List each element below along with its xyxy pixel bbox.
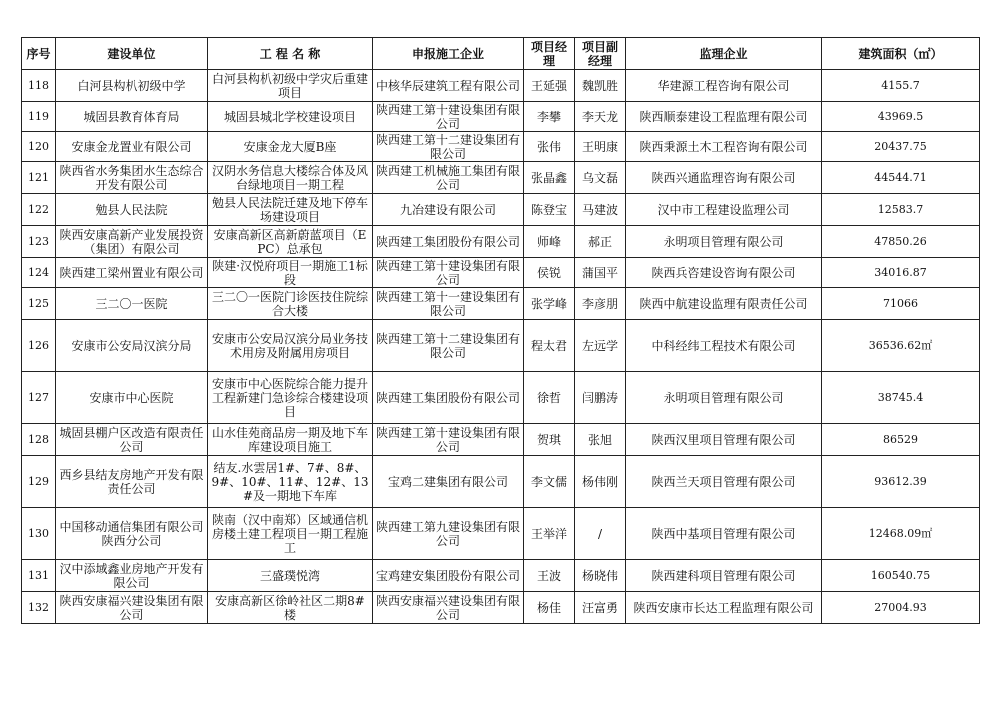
project-table — [21, 37, 980, 624]
cell-construction-unit: 三二〇一医院 — [56, 288, 208, 320]
cell-construction-unit: 陕西建工梁州置业有限公司 — [56, 258, 208, 288]
cell-index: 131 — [22, 560, 56, 592]
cell-building-area: 86529 — [822, 424, 980, 456]
cell-building-area: 93612.39 — [822, 456, 980, 508]
cell-index: 124 — [22, 258, 56, 288]
cell-building-area: 20437.75 — [822, 132, 980, 162]
cell-project-manager: 杨佳 — [524, 592, 575, 624]
cell-building-area: 160540.75 — [822, 560, 980, 592]
cell-project-name: 安康市中心医院综合能力提升工程新建门急诊综合楼建设项目 — [208, 372, 373, 424]
table-row — [22, 288, 980, 320]
cell-contractor: 陕西建工第十建设集团有限公司 — [373, 424, 524, 456]
cell-building-area: 27004.93 — [822, 592, 980, 624]
cell-contractor: 陕西建工集团股份有限公司 — [373, 372, 524, 424]
cell-contractor: 中核华辰建筑工程有限公司 — [373, 70, 524, 102]
cell-deputy-manager: 张旭 — [575, 424, 626, 456]
cell-project-name: 城固县城北学校建设项目 — [208, 102, 373, 132]
cell-index: 123 — [22, 226, 56, 258]
cell-building-area: 44544.71 — [822, 162, 980, 194]
cell-construction-unit: 西乡县结友房地产开发有限责任公司 — [56, 456, 208, 508]
cell-project-manager: 侯锐 — [524, 258, 575, 288]
cell-building-area: 43969.5 — [822, 102, 980, 132]
cell-index: 121 — [22, 162, 56, 194]
cell-index: 129 — [22, 456, 56, 508]
cell-supervisor: 陕西建科项目管理有限公司 — [626, 560, 822, 592]
cell-contractor: 九冶建设有限公司 — [373, 194, 524, 226]
cell-project-name: 勉县人民法院迁建及地下停车场建设项目 — [208, 194, 373, 226]
cell-project-name: 结友.水雲居1#、7#、8#、9#、10#、11#、12#、13#及一期地下车库 — [208, 456, 373, 508]
table-row — [22, 70, 980, 102]
cell-project-manager: 张伟 — [524, 132, 575, 162]
cell-deputy-manager: 闫鹏涛 — [575, 372, 626, 424]
cell-project-name: 陕南（汉中南郑）区域通信机房楼土建工程项目一期工程施工 — [208, 508, 373, 560]
cell-building-area: 12468.09㎡ — [822, 508, 980, 560]
header-contractor: 申报施工企业 — [373, 38, 524, 70]
table-body — [22, 70, 980, 624]
header-building-area: 建筑面积（㎡） — [822, 38, 980, 70]
cell-project-manager: 张晶鑫 — [524, 162, 575, 194]
cell-project-manager: 王延强 — [524, 70, 575, 102]
cell-building-area: 34016.87 — [822, 258, 980, 288]
cell-construction-unit: 中国移动通信集团有限公司陕西分公司 — [56, 508, 208, 560]
cell-construction-unit: 安康市公安局汉滨分局 — [56, 320, 208, 372]
cell-supervisor: 永明项目管理有限公司 — [626, 226, 822, 258]
cell-project-name: 三盛璞悦湾 — [208, 560, 373, 592]
table-row — [22, 102, 980, 132]
project-table-sheet — [21, 37, 980, 624]
cell-deputy-manager: 王明康 — [575, 132, 626, 162]
cell-project-manager: 张学峰 — [524, 288, 575, 320]
cell-deputy-manager: 李彦朋 — [575, 288, 626, 320]
cell-index: 130 — [22, 508, 56, 560]
cell-supervisor: 陕西兵咨建设咨询有限公司 — [626, 258, 822, 288]
cell-project-name: 陕建·汉悦府项目一期施工1标段 — [208, 258, 373, 288]
cell-project-name: 白河县构朳初级中学灾后重建项目 — [208, 70, 373, 102]
cell-deputy-manager: 魏凯胜 — [575, 70, 626, 102]
cell-construction-unit: 安康金龙置业有限公司 — [56, 132, 208, 162]
cell-building-area: 4155.7 — [822, 70, 980, 102]
cell-index: 122 — [22, 194, 56, 226]
cell-contractor: 陕西安康福兴建设集团有限公司 — [373, 592, 524, 624]
cell-supervisor: 陕西秉源土木工程咨询有限公司 — [626, 132, 822, 162]
table-row — [22, 258, 980, 288]
cell-construction-unit: 勉县人民法院 — [56, 194, 208, 226]
cell-project-manager: 程太君 — [524, 320, 575, 372]
table-row — [22, 162, 980, 194]
cell-contractor: 宝鸡二建集团有限公司 — [373, 456, 524, 508]
cell-supervisor: 华建源工程咨询有限公司 — [626, 70, 822, 102]
cell-contractor: 陕西建工第十一建设集团有限公司 — [373, 288, 524, 320]
cell-building-area: 47850.26 — [822, 226, 980, 258]
cell-project-manager: 贺琪 — [524, 424, 575, 456]
header-row — [22, 38, 980, 70]
cell-construction-unit: 安康市中心医院 — [56, 372, 208, 424]
cell-project-manager: 王举洋 — [524, 508, 575, 560]
cell-construction-unit: 陕西安康高新产业发展投资（集团）有限公司 — [56, 226, 208, 258]
cell-deputy-manager: 汪富勇 — [575, 592, 626, 624]
cell-supervisor: 永明项目管理有限公司 — [626, 372, 822, 424]
cell-supervisor: 陕西兴通监理咨询有限公司 — [626, 162, 822, 194]
cell-index: 126 — [22, 320, 56, 372]
cell-building-area: 12583.7 — [822, 194, 980, 226]
cell-deputy-manager: 乌文磊 — [575, 162, 626, 194]
cell-project-name: 三二〇一医院门诊医技住院综合大楼 — [208, 288, 373, 320]
header-supervisor: 监理企业 — [626, 38, 822, 70]
cell-project-name: 安康高新区高新蔚蓝项目（EPC）总承包 — [208, 226, 373, 258]
cell-index: 119 — [22, 102, 56, 132]
table-row — [22, 456, 980, 508]
cell-contractor: 陕西建工第十二建设集团有限公司 — [373, 132, 524, 162]
cell-index: 125 — [22, 288, 56, 320]
cell-project-manager: 李文儒 — [524, 456, 575, 508]
cell-index: 128 — [22, 424, 56, 456]
cell-supervisor: 陕西安康市长达工程监理有限公司 — [626, 592, 822, 624]
cell-project-manager: 李攀 — [524, 102, 575, 132]
table-row — [22, 132, 980, 162]
cell-supervisor: 陕西中航建设监理有限责任公司 — [626, 288, 822, 320]
cell-index: 120 — [22, 132, 56, 162]
cell-construction-unit: 陕西安康福兴建设集团有限公司 — [56, 592, 208, 624]
cell-deputy-manager: 李天龙 — [575, 102, 626, 132]
cell-contractor: 陕西建工第十二建设集团有限公司 — [373, 320, 524, 372]
cell-construction-unit: 陕西省水务集团水生态综合开发有限公司 — [56, 162, 208, 194]
table-row — [22, 372, 980, 424]
cell-construction-unit: 城固县教育体育局 — [56, 102, 208, 132]
cell-deputy-manager: 郝正 — [575, 226, 626, 258]
cell-deputy-manager: / — [575, 508, 626, 560]
cell-supervisor: 陕西中基项目管理有限公司 — [626, 508, 822, 560]
cell-project-name: 汉阴水务信息大楼综合体及风台绿地项目一期工程 — [208, 162, 373, 194]
cell-project-name: 安康高新区徐岭社区二期8#楼 — [208, 592, 373, 624]
header-project-manager: 项目经理 — [524, 38, 575, 70]
table-row — [22, 508, 980, 560]
cell-building-area: 36536.62㎡ — [822, 320, 980, 372]
table-row — [22, 320, 980, 372]
cell-contractor: 陕西建工集团股份有限公司 — [373, 226, 524, 258]
cell-deputy-manager: 马建波 — [575, 194, 626, 226]
cell-construction-unit: 白河县构朳初级中学 — [56, 70, 208, 102]
cell-project-manager: 师峰 — [524, 226, 575, 258]
cell-construction-unit: 汉中添域鑫业房地产开发有限公司 — [56, 560, 208, 592]
header-project-name: 工 程 名 称 — [208, 38, 373, 70]
cell-building-area: 71066 — [822, 288, 980, 320]
cell-contractor: 陕西建工机械施工集团有限公司 — [373, 162, 524, 194]
cell-construction-unit: 城固县棚户区改造有限责任公司 — [56, 424, 208, 456]
cell-deputy-manager: 杨伟刚 — [575, 456, 626, 508]
table-row — [22, 592, 980, 624]
header-construction-unit: 建设单位 — [56, 38, 208, 70]
cell-contractor: 宝鸡建安集团股份有限公司 — [373, 560, 524, 592]
cell-project-name: 安康市公安局汉滨分局业务技术用房及附属用房项目 — [208, 320, 373, 372]
cell-project-manager: 徐哲 — [524, 372, 575, 424]
cell-project-manager: 陈登宝 — [524, 194, 575, 226]
table-row — [22, 560, 980, 592]
cell-project-name: 安康金龙大厦B座 — [208, 132, 373, 162]
header-index: 序号 — [22, 38, 56, 70]
cell-supervisor: 陕西汉里项目管理有限公司 — [626, 424, 822, 456]
cell-index: 118 — [22, 70, 56, 102]
table-row — [22, 424, 980, 456]
cell-deputy-manager: 杨晓伟 — [575, 560, 626, 592]
table-row — [22, 194, 980, 226]
cell-project-manager: 王波 — [524, 560, 575, 592]
cell-deputy-manager: 左远学 — [575, 320, 626, 372]
cell-index: 132 — [22, 592, 56, 624]
table-row — [22, 226, 980, 258]
cell-building-area: 38745.4 — [822, 372, 980, 424]
cell-project-name: 山水佳苑商品房一期及地下车库建设项目施工 — [208, 424, 373, 456]
cell-index: 127 — [22, 372, 56, 424]
cell-contractor: 陕西建工第十建设集团有限公司 — [373, 258, 524, 288]
cell-contractor: 陕西建工第九建设集团有限公司 — [373, 508, 524, 560]
cell-supervisor: 汉中市工程建设监理公司 — [626, 194, 822, 226]
cell-supervisor: 中科经纬工程技术有限公司 — [626, 320, 822, 372]
cell-deputy-manager: 蒲国平 — [575, 258, 626, 288]
cell-supervisor: 陕西顺泰建设工程监理有限公司 — [626, 102, 822, 132]
cell-supervisor: 陕西兰天项目管理有限公司 — [626, 456, 822, 508]
cell-contractor: 陕西建工第十建设集团有限公司 — [373, 102, 524, 132]
header-deputy-manager: 项目副经理 — [575, 38, 626, 70]
